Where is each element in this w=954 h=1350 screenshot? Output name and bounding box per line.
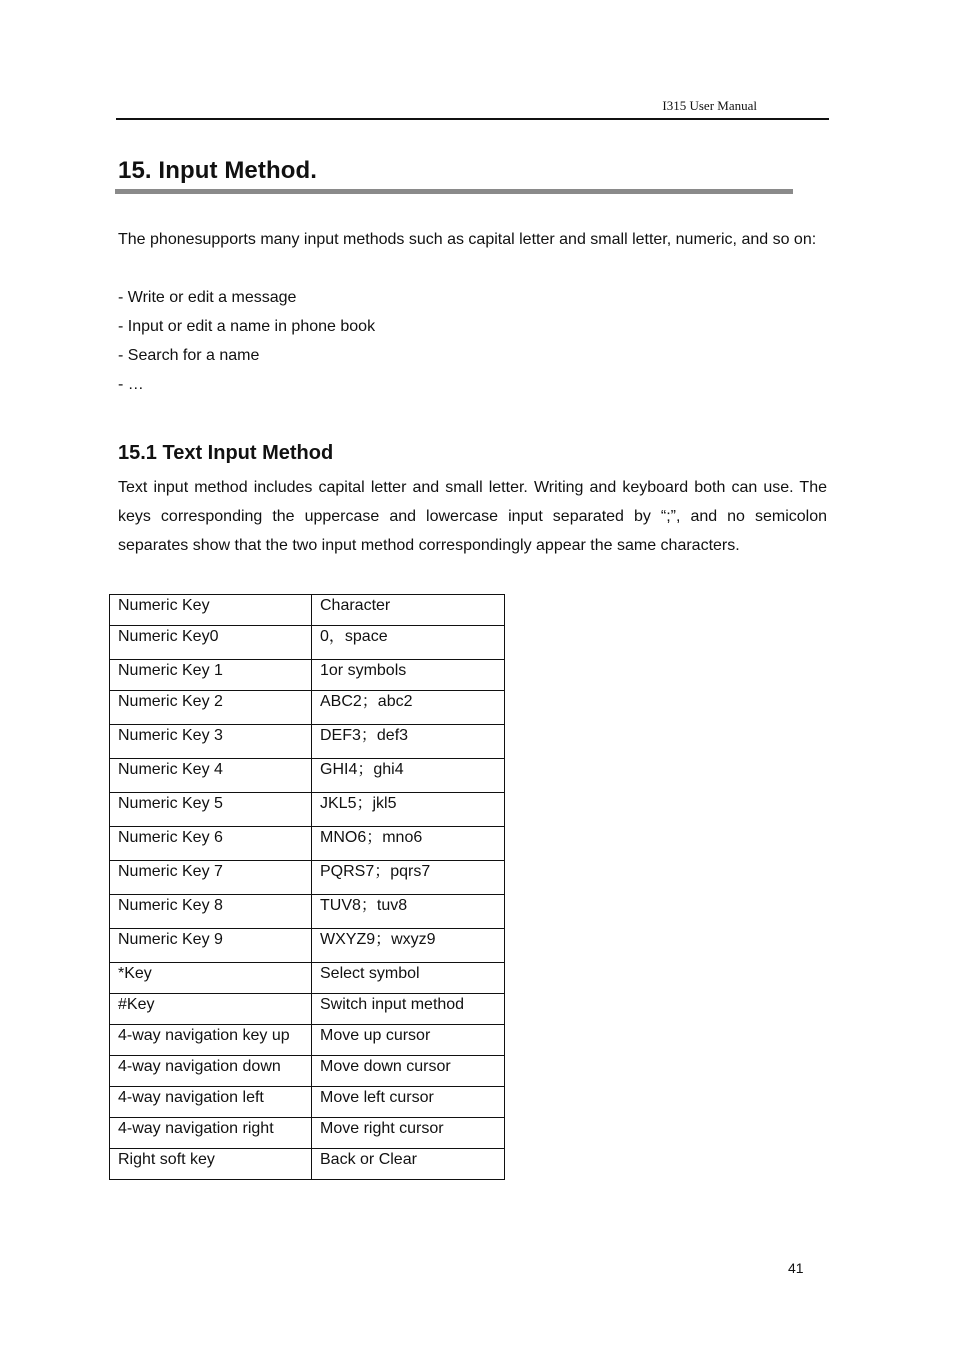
- table-cell-character: Move down cursor: [312, 1056, 505, 1087]
- table-cell-key: Numeric Key 3: [110, 725, 312, 759]
- table-cell-key: 4-way navigation right: [110, 1118, 312, 1149]
- table-header-row: [110, 595, 505, 626]
- table-cell-key: Right soft key: [110, 1149, 312, 1180]
- table-cell-key: Numeric Key 6: [110, 827, 312, 861]
- section-title: 15.1 Text Input Method: [118, 442, 334, 464]
- table-row: [110, 626, 505, 660]
- use-case-item: - …: [118, 376, 144, 393]
- use-case-item: - Search for a name: [118, 347, 260, 364]
- key-mapping-table: [109, 594, 505, 1180]
- use-case-item: - Write or edit a message: [118, 289, 297, 306]
- table-row: [110, 929, 505, 963]
- table-cell-key: Numeric Key 7: [110, 861, 312, 895]
- table-cell-character: 0，space: [312, 626, 505, 660]
- table-cell-character: Move up cursor: [312, 1025, 505, 1056]
- table-row: [110, 895, 505, 929]
- table-cell-character: ABC2；abc2: [312, 691, 505, 725]
- table-cell-key: Numeric Key 8: [110, 895, 312, 929]
- chapter-intro: The phonesupports many input methods such as capital letter and small letter, numeric, and so on:: [118, 231, 817, 248]
- table-row: [110, 759, 505, 793]
- table-cell-character: PQRS7；pqrs7: [312, 861, 505, 895]
- table-row: [110, 660, 505, 691]
- running-header: [116, 98, 829, 120]
- table-row: [110, 725, 505, 759]
- table-cell-key: Numeric Key0: [110, 626, 312, 660]
- table-cell-key: #Key: [110, 994, 312, 1025]
- use-case-list: [118, 283, 375, 399]
- table-row: [110, 861, 505, 895]
- table-row: [110, 1056, 505, 1087]
- table-cell-character: Back or Clear: [312, 1149, 505, 1180]
- page-number: 41: [788, 1260, 804, 1276]
- table-row: [110, 1118, 505, 1149]
- table-cell-character: GHI4；ghi4: [312, 759, 505, 793]
- table-row: [110, 1149, 505, 1180]
- table-cell-character: Select symbol: [312, 963, 505, 994]
- table-row: [110, 963, 505, 994]
- table-row: [110, 793, 505, 827]
- table-cell-character: TUV8；tuv8: [312, 895, 505, 929]
- table-cell-key: Numeric Key 9: [110, 929, 312, 963]
- table-cell-key: 4-way navigation down: [110, 1056, 312, 1087]
- table-cell-character: Move right cursor: [312, 1118, 505, 1149]
- table-cell-key: Numeric Key 2: [110, 691, 312, 725]
- table-cell-key: 4-way navigation key up: [110, 1025, 312, 1056]
- table-cell-character: DEF3；def3: [312, 725, 505, 759]
- table-header-character: Character: [312, 595, 505, 626]
- table-cell-character: JKL5；jkl5: [312, 793, 505, 827]
- table-cell-character: Switch input method: [312, 994, 505, 1025]
- table-row: [110, 827, 505, 861]
- table-cell-character: 1or symbols: [312, 660, 505, 691]
- table-header-key: Numeric Key: [110, 595, 312, 626]
- section-body: Text input method includes capital letter and small letter. Writing and keyboard both can use. The keys corresponding the uppercase and lowercase input separated by “;”, and no semicolon separates show that the two input method correspondingly appear the same characters.: [118, 479, 827, 554]
- chapter-title: 15. Input Method.: [118, 157, 318, 184]
- table-cell-key: Numeric Key 1: [110, 660, 312, 691]
- table-cell-key: Numeric Key 5: [110, 793, 312, 827]
- table-cell-key: Numeric Key 4: [110, 759, 312, 793]
- table-cell-character: Move left cursor: [312, 1087, 505, 1118]
- table-row: [110, 691, 505, 725]
- table-cell-key: 4-way navigation left: [110, 1087, 312, 1118]
- use-case-item: - Input or edit a name in phone book: [118, 318, 376, 335]
- table-row: [110, 1087, 505, 1118]
- table-row: [110, 1025, 505, 1056]
- table-cell-character: WXYZ9；wxyz9: [312, 929, 505, 963]
- table-row: [110, 994, 505, 1025]
- table-cell-character: MNO6；mno6: [312, 827, 505, 861]
- table-cell-key: *Key: [110, 963, 312, 994]
- chapter-title-rule: [115, 189, 793, 194]
- running-header-title: I315 User Manual: [662, 98, 757, 113]
